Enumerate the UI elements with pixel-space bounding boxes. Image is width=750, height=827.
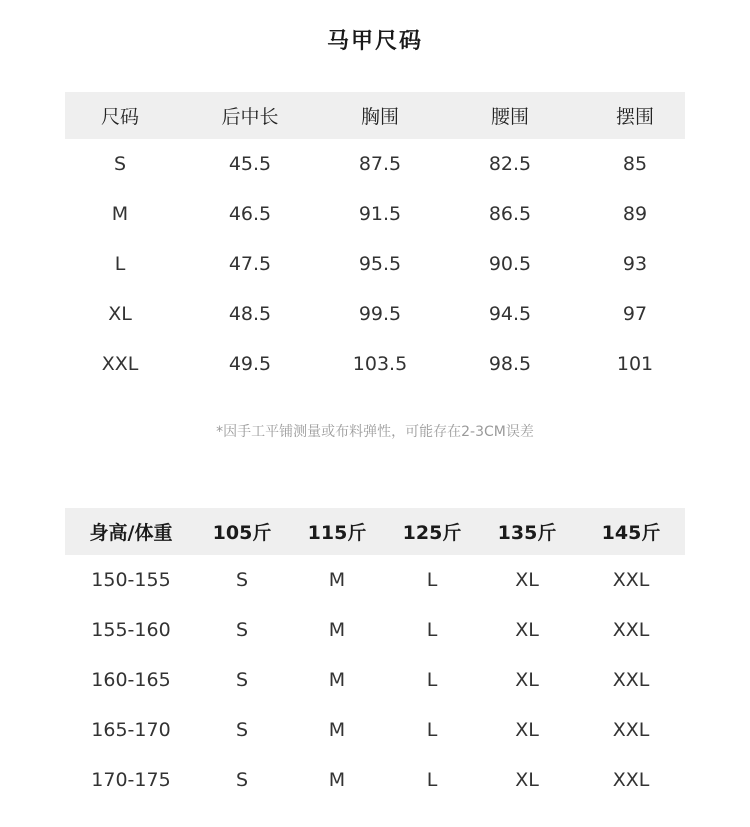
table-cell: 99.5 [358,303,402,325]
table-cell: 94.5 [488,303,532,325]
table-cell: XL [515,569,539,591]
table-cell: 155-160 [91,619,171,641]
fit-header-cell: 115斤 [287,508,387,555]
table-cell: M [111,203,129,225]
table-cell: S [235,769,249,791]
table-cell: L [114,253,126,275]
fit-header-cell: 135斤 [477,508,577,555]
measurement-note: *因手工平铺测量或布料弹性，可能存在2-3CM误差 [216,424,534,440]
table-cell: 165-170 [91,719,171,741]
table-cell: XL [515,769,539,791]
table-cell: 97 [622,303,648,325]
size-header-cell: 腰围 [435,92,585,139]
table-cell: 160-165 [91,669,171,691]
table-cell: M [328,769,346,791]
table-cell: 170-175 [91,769,171,791]
table-row [65,239,685,289]
table-cell: 98.5 [488,353,532,375]
table-cell: S [235,669,249,691]
table-cell: S [235,719,249,741]
table-cell: XXL [612,769,650,791]
table-cell: L [426,719,438,741]
table-cell: XXL [101,353,139,375]
fit-header-cell: 105斤 [197,508,287,555]
table-cell: M [328,569,346,591]
table-cell: 87.5 [358,153,402,175]
table-cell: 95.5 [358,253,402,275]
table-cell: XL [108,303,132,325]
size-table [65,92,685,389]
table-cell: 150-155 [91,569,171,591]
table-cell: S [113,153,127,175]
table-row [65,139,685,189]
table-cell: 91.5 [358,203,402,225]
fit-header-cell: 身高/体重 [65,508,197,555]
table-row [65,189,685,239]
table-cell: XXL [612,569,650,591]
table-cell: XL [515,719,539,741]
table-row [65,289,685,339]
table-cell: 101 [616,353,654,375]
table-cell: 90.5 [488,253,532,275]
fit-table-header-row [65,508,685,555]
fit-header-cell: 125斤 [387,508,477,555]
table-cell: M [328,619,346,641]
table-row [65,555,685,605]
size-header-cell: 尺码 [65,92,175,139]
table-cell: L [426,769,438,791]
table-cell: L [426,569,438,591]
table-cell: 46.5 [228,203,272,225]
table-cell: M [328,669,346,691]
table-cell: 48.5 [228,303,272,325]
table-cell: 93 [622,253,648,275]
table-cell: M [328,719,346,741]
table-row [65,339,685,389]
size-header-cell: 胸围 [325,92,435,139]
table-row [65,655,685,705]
size-header-cell: 后中长 [175,92,325,139]
table-cell: 86.5 [488,203,532,225]
table-cell: 89 [622,203,648,225]
table-cell: XL [515,619,539,641]
table-row [65,705,685,755]
table-row [65,755,685,805]
table-cell: XXL [612,619,650,641]
table-cell: 45.5 [228,153,272,175]
table-row [65,605,685,655]
fit-table [65,508,685,805]
table-cell: S [235,619,249,641]
table-cell: XXL [612,669,650,691]
size-table-header-row [65,92,685,139]
table-cell: 85 [622,153,648,175]
table-cell: 103.5 [352,353,408,375]
table-cell: 49.5 [228,353,272,375]
table-cell: S [235,569,249,591]
size-header-cell: 摆围 [585,92,685,139]
page-title: 马甲尺码 [326,29,423,54]
table-cell: XL [515,669,539,691]
table-cell: 82.5 [488,153,532,175]
table-cell: L [426,669,438,691]
table-cell: L [426,619,438,641]
table-cell: 47.5 [228,253,272,275]
fit-header-cell: 145斤 [577,508,685,555]
table-cell: XXL [612,719,650,741]
